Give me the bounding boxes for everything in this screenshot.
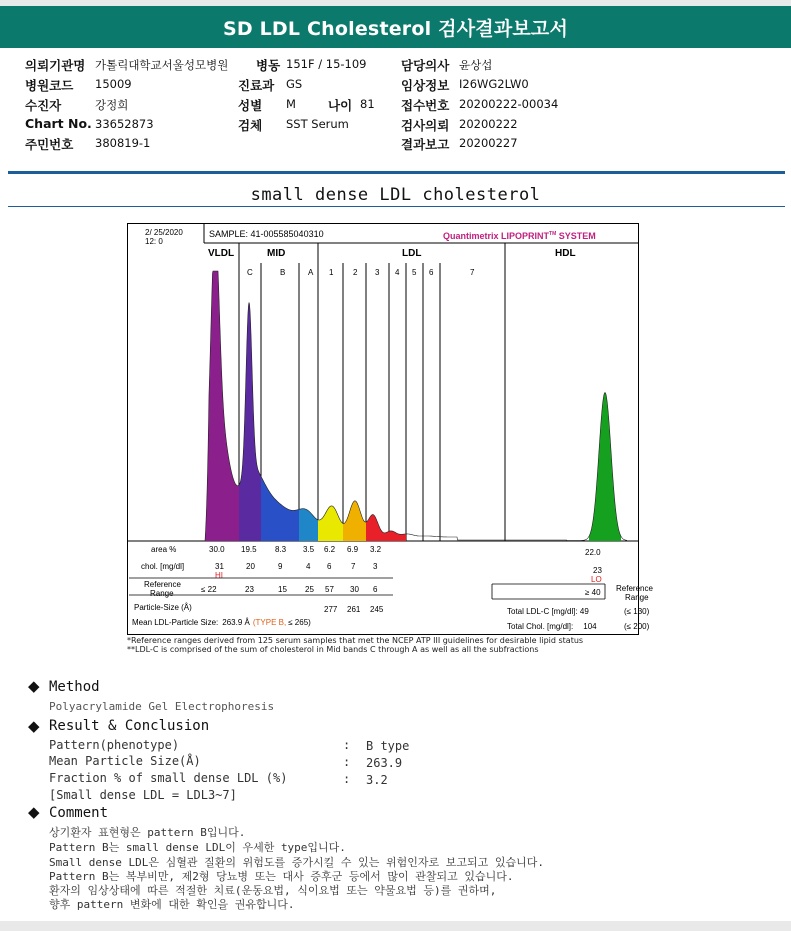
result-label-pattern: Pattern(phenotype)	[49, 738, 180, 752]
doctor-value: 윤상섭	[459, 58, 493, 72]
result-label-fraction: Fraction % of small dense LDL (%)	[49, 771, 288, 785]
region-vldl: VLDL	[208, 248, 235, 259]
area-ldl3: 3.2	[370, 545, 382, 554]
chart-date: 2/ 25/2020	[145, 228, 183, 237]
total-ldlc: Total LDL-C [mg/dl]: 49	[507, 607, 589, 616]
subband-4: 4	[395, 268, 400, 277]
ref-ldl3: 6	[373, 585, 378, 594]
doctor-label: 담당의사	[401, 58, 450, 73]
result-value-fraction: 3.2	[366, 773, 388, 787]
comment-line-3: Small dense LDL은 심혈관 질환의 위험도를 증가시킬 수 있는 위험인자로 보고되고 있습니다.	[49, 856, 544, 869]
subband-1: 1	[329, 268, 334, 277]
bottom-strip	[0, 921, 791, 931]
refrange-label-2: Range	[150, 589, 174, 598]
total-ldlc-ref: (≤ 130)	[624, 607, 650, 616]
chart-value: 33652873	[95, 117, 154, 131]
age-label: 나이	[328, 98, 353, 113]
specimen-value: SST Serum	[286, 117, 349, 131]
ref-a: 25	[305, 585, 314, 594]
total-chol-line: Total Chol. [mg/dl]: 104	[507, 622, 597, 631]
ref-ldl1: 57	[325, 585, 334, 594]
subband-2: 2	[353, 268, 358, 277]
comment-line-1: 상기환자 표현형은 pattern B입니다.	[49, 826, 246, 839]
hi-flag: HI	[215, 571, 223, 580]
chol-hdl: 23	[593, 566, 602, 575]
chol-ldl2: 7	[351, 562, 356, 571]
chol-label: chol. [mg/dl]	[141, 562, 185, 571]
code-value: 15009	[95, 77, 132, 91]
area-c: 19.5	[241, 545, 257, 554]
ref-hdl: ≥ 40	[585, 588, 601, 597]
comment-line-5: 환자의 임상상태에 따른 적절한 치료(운동요법, 식이요법 또는 약물요법 등)를 권하며,	[49, 884, 497, 897]
method-title: Method	[49, 679, 100, 695]
area-vldl: 30.0	[209, 545, 225, 554]
sex-label: 성별	[238, 98, 263, 113]
comment-bullet-icon: ◆	[28, 803, 40, 821]
name-label: 수진자	[25, 98, 62, 113]
report-subtitle: small dense LDL cholesterol	[250, 185, 541, 205]
comment-line-6: 향후 pattern 변화에 대한 확인을 권유합니다.	[49, 898, 295, 911]
record-label: 임상정보	[401, 78, 450, 93]
specimen-label: 검체	[238, 118, 263, 133]
report-date-label: 결과보고	[401, 137, 450, 152]
particle-label: Particle-Size (Å)	[134, 603, 192, 612]
ward-value: 151F / 15-109	[286, 57, 367, 71]
comment-line-2: Pattern B는 small dense LDL이 우세한 type입니다.	[49, 841, 346, 854]
area-ldl1: 6.2	[324, 545, 336, 554]
subband-c: C	[247, 268, 253, 277]
comment-line-4: Pattern B는 복부비만, 제2형 당뇨병 또는 대사 증후군 등에서 많이 관찰되고 있습니다.	[49, 870, 514, 883]
sex-value: M	[286, 97, 296, 111]
dept-value: GS	[286, 77, 303, 91]
ward-label: 병동	[256, 58, 281, 73]
result-colon-1: :	[343, 738, 351, 752]
section-divider-top	[8, 171, 785, 174]
footnote-1: *Reference ranges derived from 125 serum samples that met the NCEP ATP III guidelines for desirable lipid status	[127, 636, 584, 645]
region-mid: MID	[267, 248, 286, 259]
result-colon-2: :	[343, 755, 351, 769]
lipoprint-svg	[127, 223, 653, 635]
chol-ldl1: 6	[327, 562, 332, 571]
receipt-label: 접수번호	[401, 98, 450, 113]
footnote-2: **LDL-C is comprised of the sum of cholesterol in Mid bands C through A as well as all the subfractions	[127, 645, 539, 654]
hospital-label: 의뢰기관명	[25, 58, 86, 73]
method-text: Polyacrylamide Gel Electrophoresis	[49, 700, 275, 713]
subband-7: 7	[470, 268, 475, 277]
chol-ldl3: 3	[373, 562, 378, 571]
ref-b: 15	[278, 585, 287, 594]
mean-particle-line: Mean LDL-Particle Size: 263.9 Å (TYPE B, ≤ 265)	[132, 618, 311, 627]
code-label: 병원코드	[25, 78, 74, 93]
area-ldl2: 6.9	[347, 545, 359, 554]
area-hdl: 22.0	[585, 548, 601, 557]
result-title: Result & Conclusion	[49, 718, 210, 734]
particle-ldl3: 245	[370, 605, 384, 614]
particle-ldl1: 277	[324, 605, 338, 614]
report-date-value: 20200227	[459, 136, 518, 150]
chart-time: 12: 0	[145, 237, 163, 246]
subband-a: A	[308, 268, 314, 277]
result-bullet-icon: ◆	[28, 717, 40, 735]
id-label: 주민번호	[25, 137, 74, 152]
lo-flag: LO	[591, 575, 602, 584]
chol-b: 9	[278, 562, 283, 571]
refrange-right-2: Range	[625, 593, 649, 602]
ref-ldl2: 30	[350, 585, 359, 594]
chart-label: Chart No.	[25, 116, 92, 131]
result-value-pattern: B type	[366, 739, 410, 753]
lipoprint-chart	[127, 223, 653, 635]
result-label-size: Mean Particle Size(Å)	[49, 754, 201, 768]
area-a: 3.5	[303, 545, 315, 554]
subband-b: B	[280, 268, 286, 277]
chart-frame	[128, 224, 639, 635]
record-value: I26WG2LW0	[459, 77, 529, 91]
refrange-right-1: Reference	[616, 584, 653, 593]
sample-id: SAMPLE: 41-005585040310	[209, 229, 324, 239]
chol-c: 20	[246, 562, 255, 571]
dept-label: 진료과	[238, 78, 275, 93]
particle-ldl2: 261	[347, 605, 361, 614]
result-note: [Small dense LDL = LDL3~7]	[49, 788, 237, 802]
region-hdl: HDL	[555, 248, 576, 259]
age-value: 81	[360, 97, 375, 111]
request-label: 검사의뢰	[401, 118, 450, 133]
request-value: 20200222	[459, 117, 518, 131]
total-chol-ref: (≤ 200)	[624, 622, 650, 631]
region-ldl: LDL	[402, 248, 422, 259]
hospital-value: 가톨릭대학교서울성모병원	[95, 58, 229, 72]
ref-c: 23	[245, 585, 254, 594]
ref-vldl: ≤ 22	[201, 585, 217, 594]
result-colon-3: :	[343, 772, 351, 786]
receipt-value: 20200222-00034	[459, 97, 559, 111]
chol-a: 4	[306, 562, 311, 571]
brand-name: Quantimetrix LIPOPRINT™ SYSTEM	[443, 231, 596, 241]
comment-title: Comment	[49, 805, 109, 821]
refrange-label-1: Reference	[144, 580, 181, 589]
area-label: area %	[151, 545, 177, 554]
chol-vldl: 31	[215, 562, 224, 571]
result-value-size: 263.9	[366, 756, 403, 770]
method-bullet-icon: ◆	[28, 677, 40, 695]
subband-3: 3	[375, 268, 380, 277]
report-title: SD LDL Cholesterol 검사결과보고서	[0, 6, 791, 48]
id-value: 380819-1	[95, 136, 151, 150]
patient-info	[0, 50, 791, 160]
name-value: 강정희	[95, 98, 129, 112]
subband-6: 6	[429, 268, 434, 277]
area-b: 8.3	[275, 545, 287, 554]
section-divider-bottom	[8, 206, 785, 207]
subband-5: 5	[412, 268, 417, 277]
